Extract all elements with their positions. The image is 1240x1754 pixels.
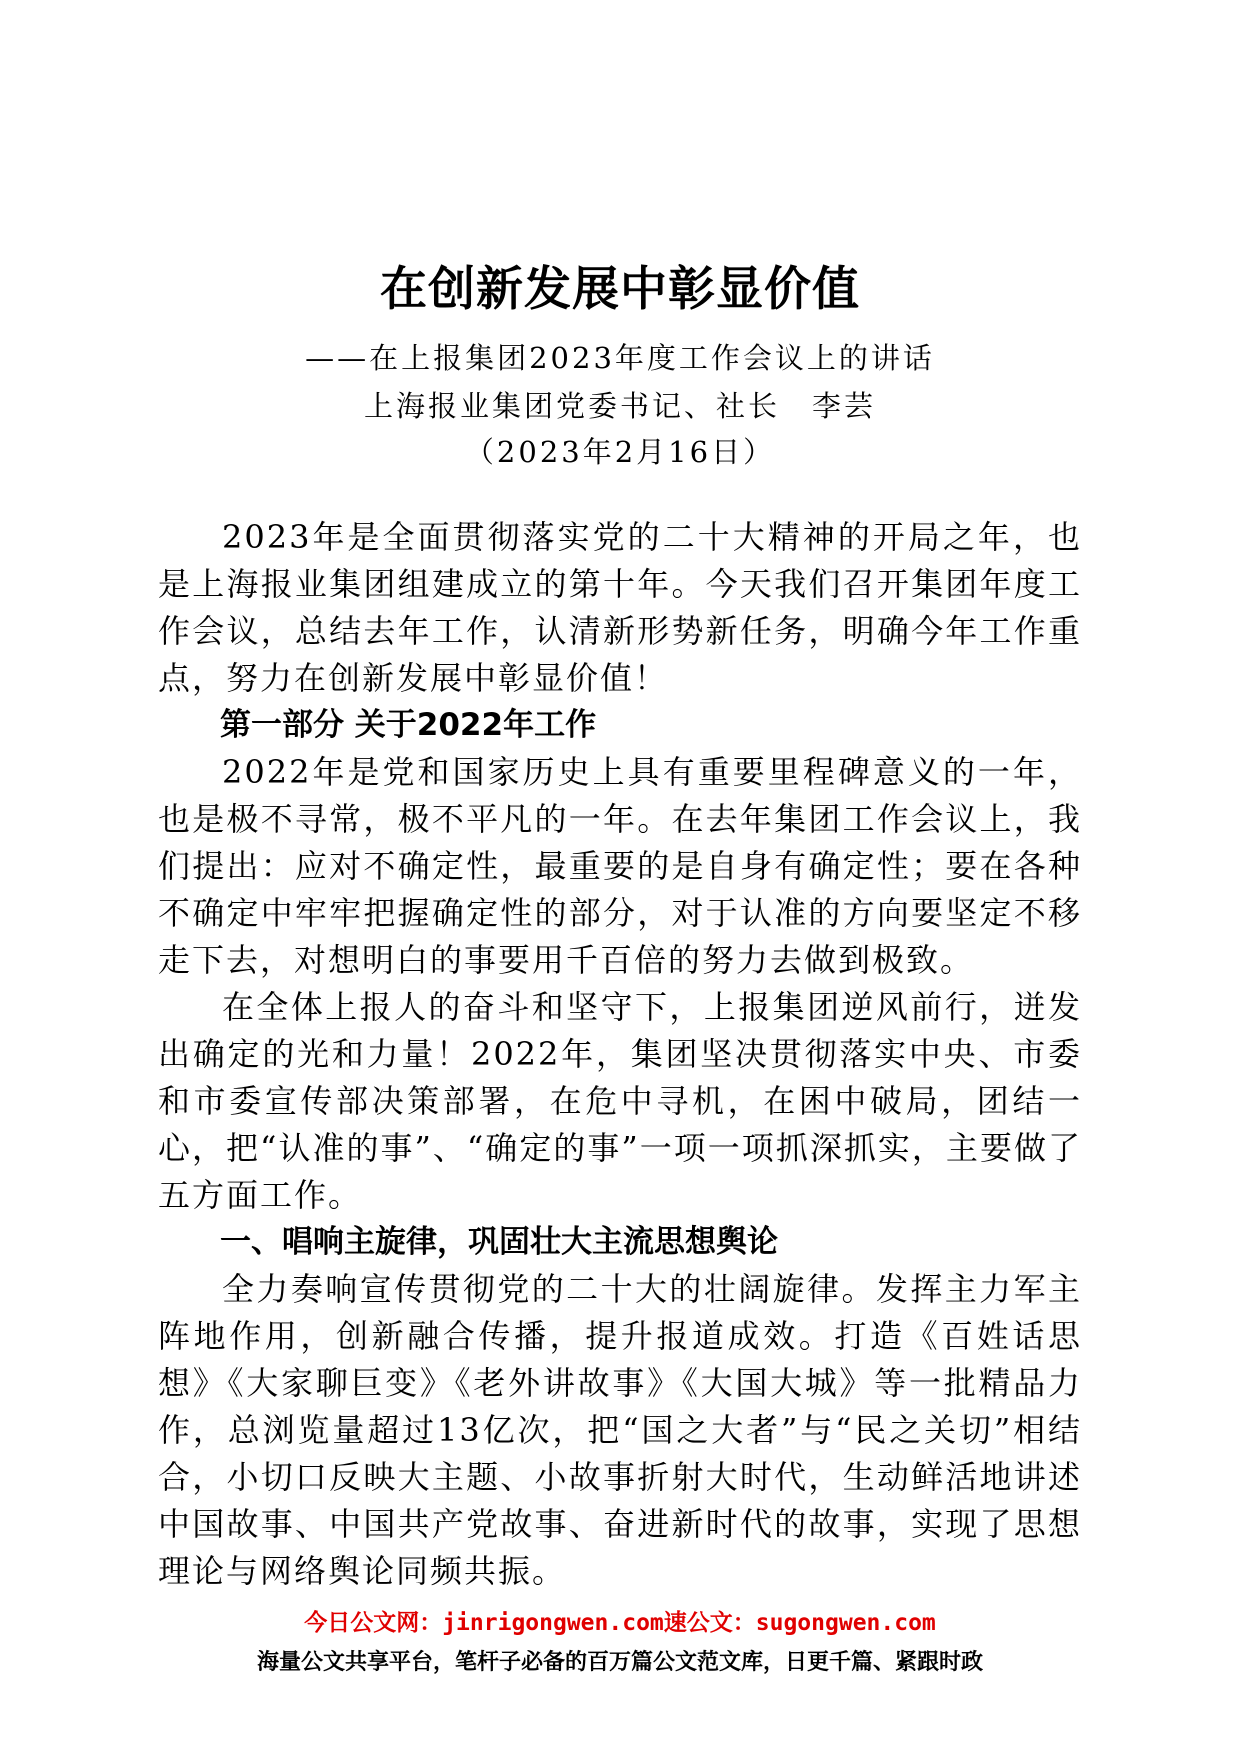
site1-label: 今日公文网： xyxy=(304,1610,443,1636)
document-author: 上海报业集团党委书记、社长 李芸 xyxy=(363,389,876,423)
site2-link[interactable]: sugongwen.com xyxy=(755,1610,936,1636)
site1-link[interactable]: jinrigongwen.com xyxy=(442,1610,664,1636)
paragraph-main-melody: 全力奏响宣传贯彻党的二十大的壮阔旋律。发挥主力军主阵地作用，创新融合传播，提升报道成效。打造《百姓话思想》《大家聊巨变》《老外讲故事》《大国大城》等一批精品力作，总浏览量超过13亿次，把“国之大者”与“民之关切”相结合，小切口反映大主题、小故事折射大时代，生动鲜活地讲述中国故事、中国共产党故事、奋进新时代的故事，实现了思想理论与网络舆论同频共振。 xyxy=(158,1270,1082,1590)
paragraph-intro: 2023年是全面贯彻落实党的二十大精神的开局之年，也是上海报业集团组建成立的第十年。今天我们召开集团年度工作会议，总结去年工作，认清新形势新任务，明确今年工作重点，努力在创新发展中彰显价值！ xyxy=(158,518,1082,697)
footer-slogan: 海量公文共享平台，笔杆子必备的百万篇公文范文库，日更千篇、紧跟时政 xyxy=(256,1650,983,1675)
document-subtitle: ——在上报集团2023年度工作会议上的讲话 xyxy=(305,341,935,375)
paragraph-2022-overview: 2022年是党和国家历史上具有重要里程碑意义的一年，也是极不寻常，极不平凡的一年。在去年集团工作会议上，我们提出：应对不确定性，最重要的是自身有确定性；要在各种不确定中牢牢把握确定性的部分，对于认准的方向要坚定不移走下去，对想明白的事要用千百倍的努力去做到极致。 xyxy=(158,753,1082,979)
document-date: （2023年2月16日） xyxy=(464,435,776,469)
document-body xyxy=(158,514,1082,1595)
site2-label: 速公文： xyxy=(663,1610,756,1636)
footer-sites xyxy=(0,1604,1240,1637)
document-title: 在创新发展中彰显价值 xyxy=(380,262,860,317)
paragraph-2022-work: 在全体上报人的奋斗和坚守下，上报集团逆风前行，迸发出确定的光和力量！2022年，集团坚决贯彻落实中央、市委和市委宣传部决策部署，在危中寻机，在困中破局，团结一心，把“认准的事”、“确定的事”一项一项抓深抓实，主要做了五方面工作。 xyxy=(158,988,1082,1214)
section-heading-part-one: 第一部分 关于2022年工作 xyxy=(220,707,597,743)
section-heading-main-melody: 一、唱响主旋律，巩固壮大主流思想舆论 xyxy=(220,1224,778,1260)
